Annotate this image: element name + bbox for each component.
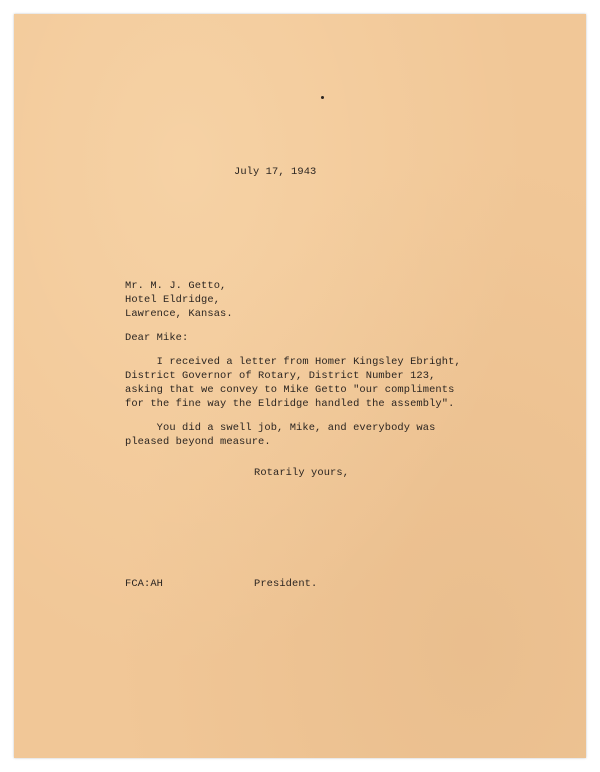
body-line: asking that we convey to Mike Getto "our compliments bbox=[125, 384, 455, 396]
signer-title: President. bbox=[254, 578, 318, 590]
paper-speck bbox=[321, 96, 324, 99]
closing: Rotarily yours, bbox=[254, 467, 350, 479]
salutation: Dear Mike: bbox=[125, 332, 189, 344]
body-line: pleased beyond measure. bbox=[125, 436, 271, 448]
recipient-name: Mr. M. J. Getto, bbox=[125, 280, 227, 292]
typist-initials: FCA:AH bbox=[125, 578, 164, 590]
letter-page bbox=[14, 14, 586, 758]
letter-date: July 17, 1943 bbox=[234, 166, 317, 178]
body-line: I received a letter from Homer Kingsley Ebright, bbox=[125, 356, 461, 368]
recipient-city: Lawrence, Kansas. bbox=[125, 308, 233, 320]
recipient-hotel: Hotel Eldridge, bbox=[125, 294, 221, 306]
body-line: You did a swell job, Mike, and everybody was bbox=[125, 422, 436, 434]
body-line: District Governor of Rotary, District Number 123, bbox=[125, 370, 436, 382]
body-line: for the fine way the Eldridge handled the assembly". bbox=[125, 398, 455, 410]
